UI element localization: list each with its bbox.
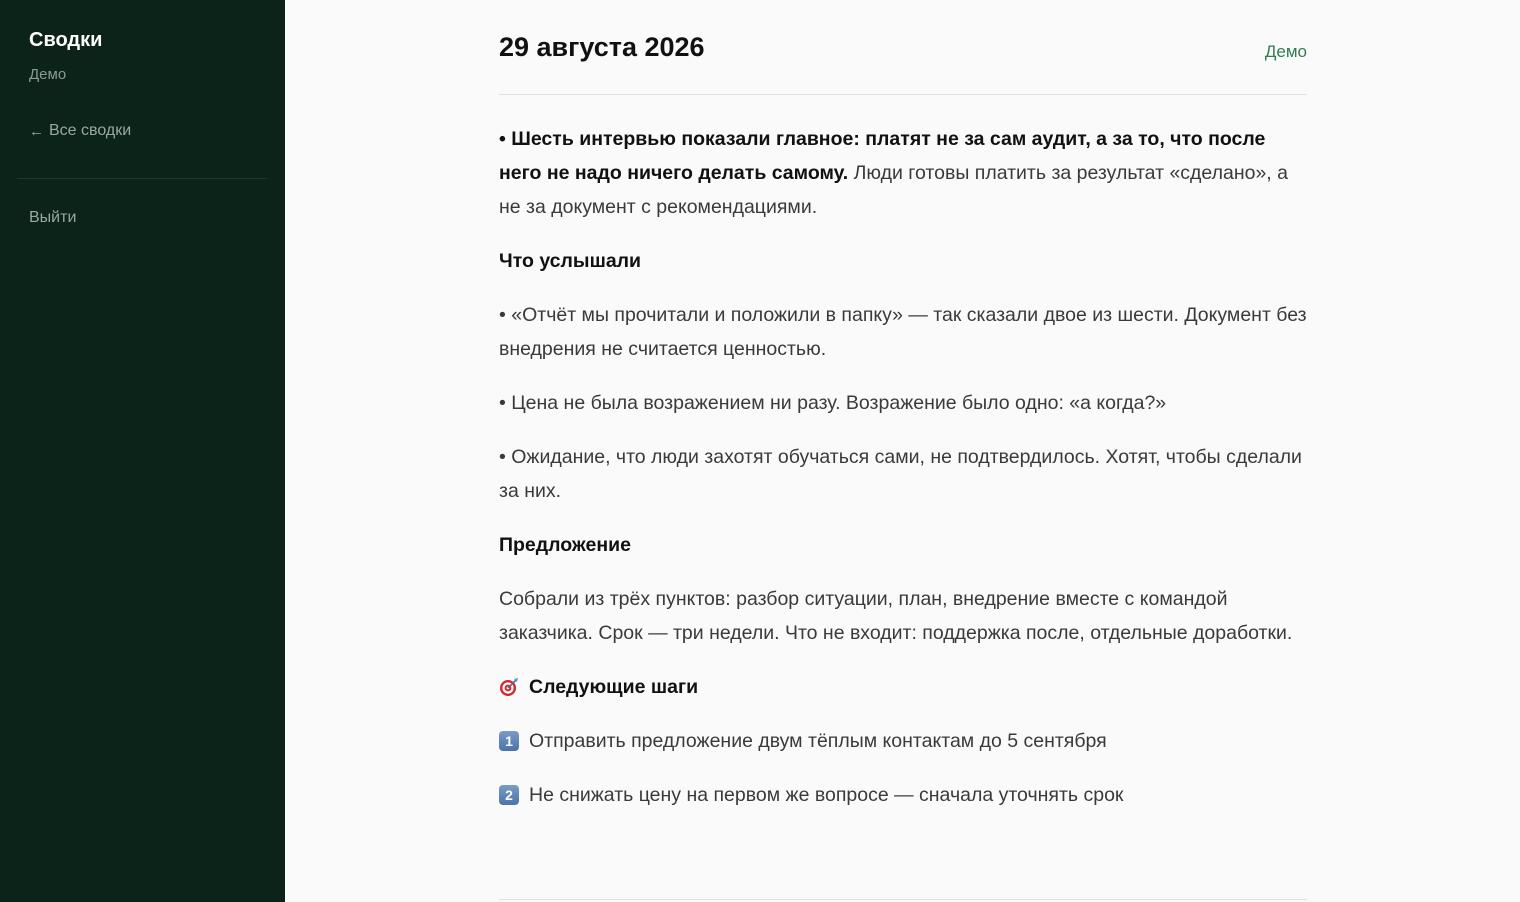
back-to-all-link[interactable] xyxy=(29,122,131,140)
arrow-left-icon: ← xyxy=(29,122,44,140)
target-icon xyxy=(499,677,519,697)
demo-link[interactable]: Демо xyxy=(1264,42,1307,61)
next-step-text: Не снижать цену на первом же вопросе — сначала уточнять срок xyxy=(529,784,1124,806)
sidebar xyxy=(0,0,285,902)
next-steps-heading-row xyxy=(499,670,1307,704)
sidebar-title: Сводки xyxy=(29,29,103,51)
sidebar-subtitle: Демо xyxy=(29,66,67,83)
heard-heading: Что услышали xyxy=(499,250,642,272)
next-step-item xyxy=(499,724,1307,758)
lead-paragraph xyxy=(499,122,1307,224)
heard-item: • Ожидание, что люди захотят обучаться сами, не подтвердилось. Хотят, чтобы сделали за них. xyxy=(499,446,1302,502)
heard-item: • Цена не была возражением ни разу. Возражение было одно: «а когда?» xyxy=(499,392,1167,414)
offer-text: Собрали из трёх пунктов: разбор ситуации, план, внедрение вместе с командой заказчика. Срок — три недели. Что не входит: поддержка после, отдельные доработки. xyxy=(499,588,1293,644)
heard-item: • «Отчёт мы прочитали и положили в папку» — так сказали двое из шести. Документ без внедрения не считается ценностью. xyxy=(499,304,1307,360)
logout-link[interactable]: Выйти xyxy=(29,209,77,226)
next-steps-heading: Следующие шаги xyxy=(529,676,699,698)
page-title: 29 августа 2026 xyxy=(499,32,705,62)
sidebar-divider xyxy=(17,178,267,179)
bottom-divider xyxy=(499,899,1307,900)
back-label: Все сводки xyxy=(49,122,132,139)
summary-body xyxy=(499,122,1307,832)
next-step-item xyxy=(499,778,1307,812)
keycap-number-icon: 1 xyxy=(499,731,519,751)
next-step-text: Отправить предложение двум тёплым контактам до 5 сентября xyxy=(529,730,1107,752)
lead-bold: • Шесть интервью показали главное: платят не за сам аудит, а за то, что после него не надо ничего делать самому. xyxy=(499,128,1266,184)
offer-heading: Предложение xyxy=(499,534,631,556)
header-divider xyxy=(499,94,1307,95)
lead-rest: Люди готовы платить за результат «сделано», а не за документ с рекомендациями. xyxy=(499,162,1288,218)
keycap-number-icon: 2 xyxy=(499,785,519,805)
